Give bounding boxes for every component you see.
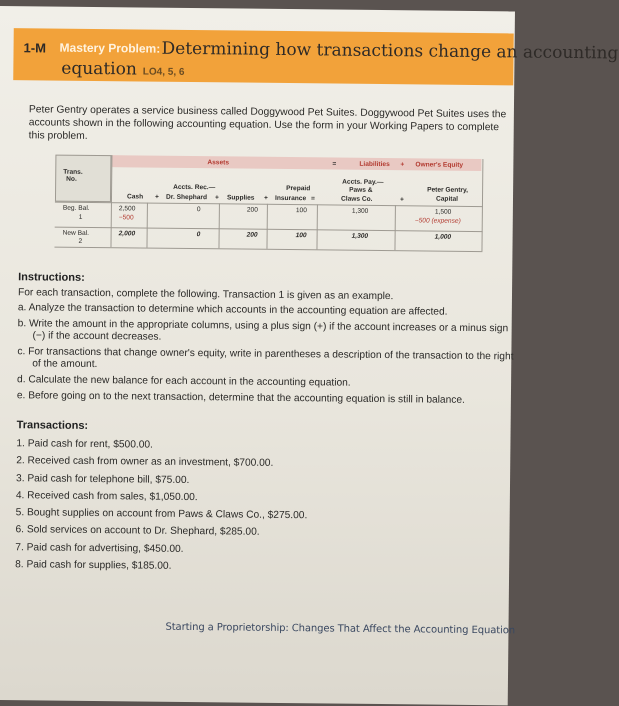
- row-label-new-bal: New Bal.: [62, 229, 90, 237]
- trans-label: Trans.: [63, 168, 83, 176]
- transaction-item: 1. Paid cash for rent, $500.00.: [16, 438, 153, 451]
- beg-supplies: 200: [246, 206, 258, 214]
- op-plus-4: +: [399, 196, 404, 204]
- col-capital-line2: Capital: [435, 195, 459, 203]
- transaction-item: 5. Bought supplies on account from Paws & Claws Co., $275.00.: [15, 507, 308, 522]
- instruction-step: d. Calculate the new balance for each account in the accounting equation.: [17, 374, 351, 389]
- instructions-heading: Instructions:: [18, 271, 85, 284]
- transaction-item: 6. Sold services on account to Dr. Shephard, $285.00.: [15, 524, 260, 539]
- liabilities-group-label: Liabilities: [359, 160, 390, 169]
- equals-sign: =: [332, 160, 337, 168]
- col-accts-pay-line1: Accts. Pay.—: [342, 178, 384, 187]
- mastery-badge: Mastery Problem:: [59, 40, 161, 56]
- problem-intro: Peter Gentry operates a service business called Doggywood Pet Suites. Doggywood Pet Suites uses the accounts shown in the following accounting equation. Use the form in your Working Papers to complete this problem.: [28, 104, 507, 142]
- assets-group-label: Assets: [207, 159, 230, 167]
- transaction-item: 7. Paid cash for advertising, $450.00.: [15, 541, 184, 555]
- col-rule-4: [266, 204, 267, 249]
- col-rule-5: [316, 204, 317, 249]
- col-rule-3: [218, 203, 219, 248]
- col-capital-line1: Peter Gentry,: [427, 186, 469, 194]
- op-plus-2: +: [214, 194, 219, 202]
- no-label: No.: [66, 175, 77, 183]
- col-rule-1: [110, 155, 112, 247]
- newbal-accts-rec: 0: [196, 231, 201, 239]
- beg-accts-rec: 0: [196, 206, 201, 214]
- instruction-step: b. Write the amount in the appropriate columns, using a plus sign (+) if the account increases or a minus sign (−) if the account decreases.: [17, 318, 509, 343]
- accounting-equation-table: [54, 155, 483, 255]
- col-accts-rec-line1: Accts. Rec.—: [173, 183, 216, 192]
- owner-plus-sign: +: [400, 161, 405, 169]
- problem-header: [13, 28, 619, 85]
- transactions-list: [15, 437, 308, 578]
- col-prepaid-label: Prepaid: [286, 185, 311, 193]
- op-plus-1: +: [154, 193, 159, 201]
- row-label-beg-bal: Beg. Bal.: [62, 204, 90, 212]
- transaction-item: 2. Received cash from owner as an investment, $700.00.: [16, 455, 274, 470]
- textbook-page: [0, 6, 619, 705]
- row-label-2: 2: [78, 237, 83, 245]
- page-footer: Starting a Proprietorship: Changes That Affect the Accounting Equation: [165, 621, 516, 637]
- newbal-cash: 2,000: [118, 230, 136, 238]
- instruction-step: c. For transactions that change owner's equity, write in parentheses a description of the transaction to the right of the amount.: [17, 346, 514, 371]
- col-supplies: Supplies: [226, 194, 255, 202]
- problem-title: Determining how transactions change an accounting: [161, 38, 619, 64]
- trans-no-header: [55, 155, 111, 203]
- col-rule-2: [146, 203, 147, 248]
- t1-capital: −500 (expense): [414, 217, 461, 225]
- op-equals: =: [310, 195, 315, 203]
- beg-cash: 2,500: [118, 205, 136, 213]
- instruction-step: a. Analyze the transaction to determine which accounts in the accounting equation are affected.: [17, 302, 448, 318]
- problem-title-line2: equation LO4, 5, 6: [61, 58, 185, 80]
- col-cash: Cash: [126, 193, 144, 201]
- row-rule-2: [54, 247, 482, 252]
- t1-cash: −500: [118, 214, 134, 222]
- instruction-step: e. Before going on to the next transaction, determine that the accounting equation is still in balance.: [16, 390, 465, 406]
- row-label-1: 1: [78, 213, 83, 221]
- beg-insurance: 100: [295, 207, 307, 215]
- learning-objectives: LO4, 5, 6: [142, 66, 185, 78]
- transactions-heading: Transactions:: [16, 419, 89, 432]
- newbal-insurance: 100: [295, 232, 307, 240]
- newbal-capital: 1,000: [434, 233, 452, 241]
- col-accts-pay-line3: Claws Co.: [340, 195, 373, 203]
- instructions-intro: For each transaction, complete the following. Transaction 1 is given as an example.: [17, 287, 394, 303]
- instructions-list: [17, 302, 518, 411]
- transaction-item: 8. Paid cash for supplies, $185.00.: [15, 559, 172, 572]
- problem-number: 1-M: [23, 40, 47, 56]
- col-accts-pay-line2: Paws &: [349, 186, 373, 194]
- beg-accts-pay: 1,300: [351, 207, 369, 215]
- newbal-supplies: 200: [246, 231, 258, 239]
- col-rule-7: [481, 159, 483, 251]
- transaction-item: 3. Paid cash for telephone bill, $75.00.: [15, 472, 190, 486]
- col-accts-rec-line2: Dr. Shephard: [165, 193, 208, 202]
- col-insurance: Insurance: [274, 194, 307, 203]
- transaction-item: 4. Received cash from sales, $1,050.00.: [15, 490, 198, 503]
- col-rule-6: [394, 205, 395, 250]
- op-plus-3: +: [263, 194, 268, 202]
- beg-capital: 1,500: [434, 208, 452, 216]
- newbal-accts-pay: 1,300: [351, 232, 369, 240]
- owners-equity-group-label: Owner's Equity: [415, 161, 464, 169]
